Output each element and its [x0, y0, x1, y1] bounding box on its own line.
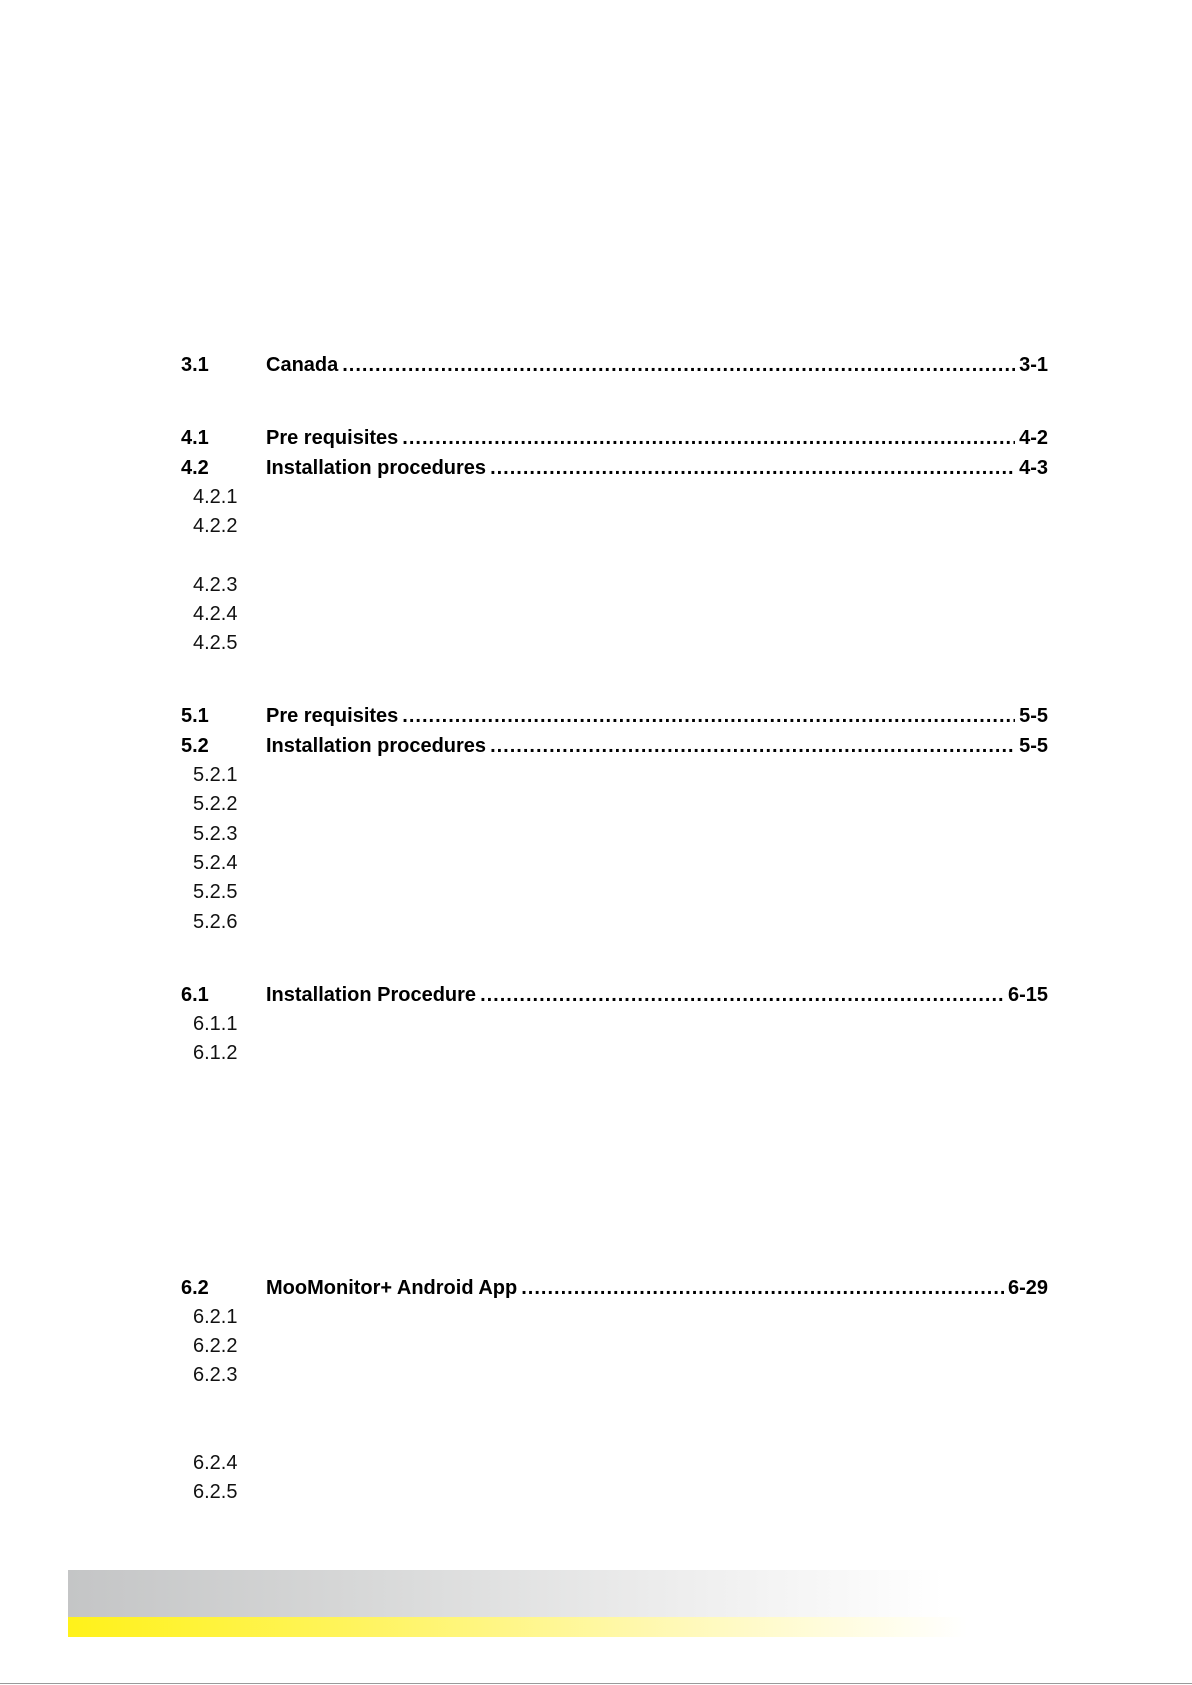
- toc-entry-6-1[interactable]: [0, 982, 1192, 1008]
- toc-entry-line: [266, 425, 1048, 451]
- toc-entry-page: 5-5: [1019, 735, 1048, 757]
- toc-subentry-4-2-1[interactable]: [0, 484, 1192, 510]
- toc-entry-number: 4.2: [181, 457, 209, 479]
- toc-entry-number: 5.2: [181, 735, 209, 757]
- footer-gray-band: [68, 1570, 1192, 1617]
- page-bottom-rule: [0, 1683, 1192, 1684]
- toc-subentry-4-2-2[interactable]: [0, 513, 1192, 539]
- toc-subentry-number: 4.2.5: [193, 632, 238, 654]
- toc-entry-number: 6.2: [181, 1277, 209, 1299]
- toc-entry-title: Pre requisites: [266, 705, 399, 727]
- toc-subentry-number: 6.2.3: [193, 1364, 238, 1386]
- toc-subentry-6-1-1[interactable]: [0, 1011, 1192, 1037]
- toc-entry-number: 5.1: [181, 705, 209, 727]
- toc-subentry-number: 5.2.4: [193, 852, 238, 874]
- toc-subentry-number: 5.2.2: [193, 793, 238, 815]
- toc-subentry-number: 5.2.3: [193, 823, 238, 845]
- toc-subentry-5-2-4[interactable]: [0, 850, 1192, 876]
- toc-subentry-4-2-5[interactable]: [0, 630, 1192, 656]
- toc-subentry-5-2-1[interactable]: [0, 762, 1192, 788]
- toc-entry-page: 4-2: [1019, 427, 1048, 449]
- toc-subentry-number: 6.2.2: [193, 1335, 238, 1357]
- footer-yellow-band: [68, 1617, 1192, 1637]
- toc-entry-line: [266, 352, 1048, 378]
- toc-subentry-6-2-4[interactable]: [0, 1450, 1192, 1476]
- toc-entry-page: 6-29: [1007, 1277, 1048, 1299]
- toc-entry-title: Pre requisites: [266, 427, 399, 449]
- toc-subentry-6-2-3[interactable]: [0, 1362, 1192, 1388]
- toc-entry-line: [266, 733, 1048, 759]
- toc-subentry-5-2-5[interactable]: [0, 879, 1192, 905]
- toc-entry-number: 4.1: [181, 427, 209, 449]
- toc-subentry-6-1-2[interactable]: [0, 1040, 1192, 1066]
- toc-subentry-6-2-1[interactable]: [0, 1304, 1192, 1330]
- toc-entry-page: 6-15: [1007, 984, 1048, 1006]
- toc-subentry-number: 4.2.4: [193, 603, 238, 625]
- toc-entry-page: 3-1: [1019, 354, 1048, 376]
- dot-leader: [342, 352, 1015, 378]
- toc-entry-4-2[interactable]: [0, 455, 1192, 481]
- toc-subentry-5-2-2[interactable]: [0, 791, 1192, 817]
- toc-entry-title: Installation procedures: [266, 457, 487, 479]
- dot-leader: [521, 1275, 1004, 1301]
- toc-entry-5-2[interactable]: [0, 733, 1192, 759]
- toc-entry-line: [266, 1275, 1048, 1301]
- toc-subentry-6-2-2[interactable]: [0, 1333, 1192, 1359]
- toc-entry-title: Installation Procedure: [266, 984, 477, 1006]
- toc-entry-page: 5-5: [1019, 705, 1048, 727]
- toc-subentry-4-2-3[interactable]: [0, 572, 1192, 598]
- toc-entry-3-1[interactable]: [0, 352, 1192, 378]
- dot-leader: [402, 425, 1015, 451]
- toc-entry-title: Canada: [266, 354, 339, 376]
- toc-entry-line: [266, 455, 1048, 481]
- toc-entry-number: 3.1: [181, 354, 209, 376]
- toc-entry-5-1[interactable]: [0, 703, 1192, 729]
- toc-entry-page: 4-3: [1019, 457, 1048, 479]
- toc-subentry-5-2-6[interactable]: [0, 909, 1192, 935]
- toc-subentry-number: 5.2.6: [193, 911, 238, 933]
- toc-entry-4-1[interactable]: [0, 425, 1192, 451]
- toc-subentry-number: 6.1.1: [193, 1013, 238, 1035]
- toc-subentry-number: 5.2.5: [193, 881, 238, 903]
- toc-subentry-number: 5.2.1: [193, 764, 238, 786]
- toc-entry-number: 6.1: [181, 984, 209, 1006]
- toc-subentry-number: 4.2.3: [193, 574, 238, 596]
- toc-entry-line: [266, 982, 1048, 1008]
- toc-subentry-number: 4.2.2: [193, 515, 238, 537]
- toc-subentry-number: 4.2.1: [193, 486, 238, 508]
- toc-subentry-number: 6.2.5: [193, 1481, 238, 1503]
- toc-entry-6-2[interactable]: [0, 1275, 1192, 1301]
- toc-entry-title: MooMonitor+ Android App: [266, 1277, 518, 1299]
- toc-subentry-4-2-4[interactable]: [0, 601, 1192, 627]
- dot-leader: [490, 733, 1015, 759]
- toc-subentry-6-2-5[interactable]: [0, 1479, 1192, 1505]
- toc-subentry-number: 6.2.1: [193, 1306, 238, 1328]
- dot-leader: [480, 982, 1004, 1008]
- dot-leader: [402, 703, 1015, 729]
- dot-leader: [490, 455, 1015, 481]
- toc-subentry-number: 6.1.2: [193, 1042, 238, 1064]
- toc-entry-title: Installation procedures: [266, 735, 487, 757]
- toc-subentry-number: 6.2.4: [193, 1452, 238, 1474]
- toc-entry-line: [266, 703, 1048, 729]
- toc-subentry-5-2-3[interactable]: [0, 821, 1192, 847]
